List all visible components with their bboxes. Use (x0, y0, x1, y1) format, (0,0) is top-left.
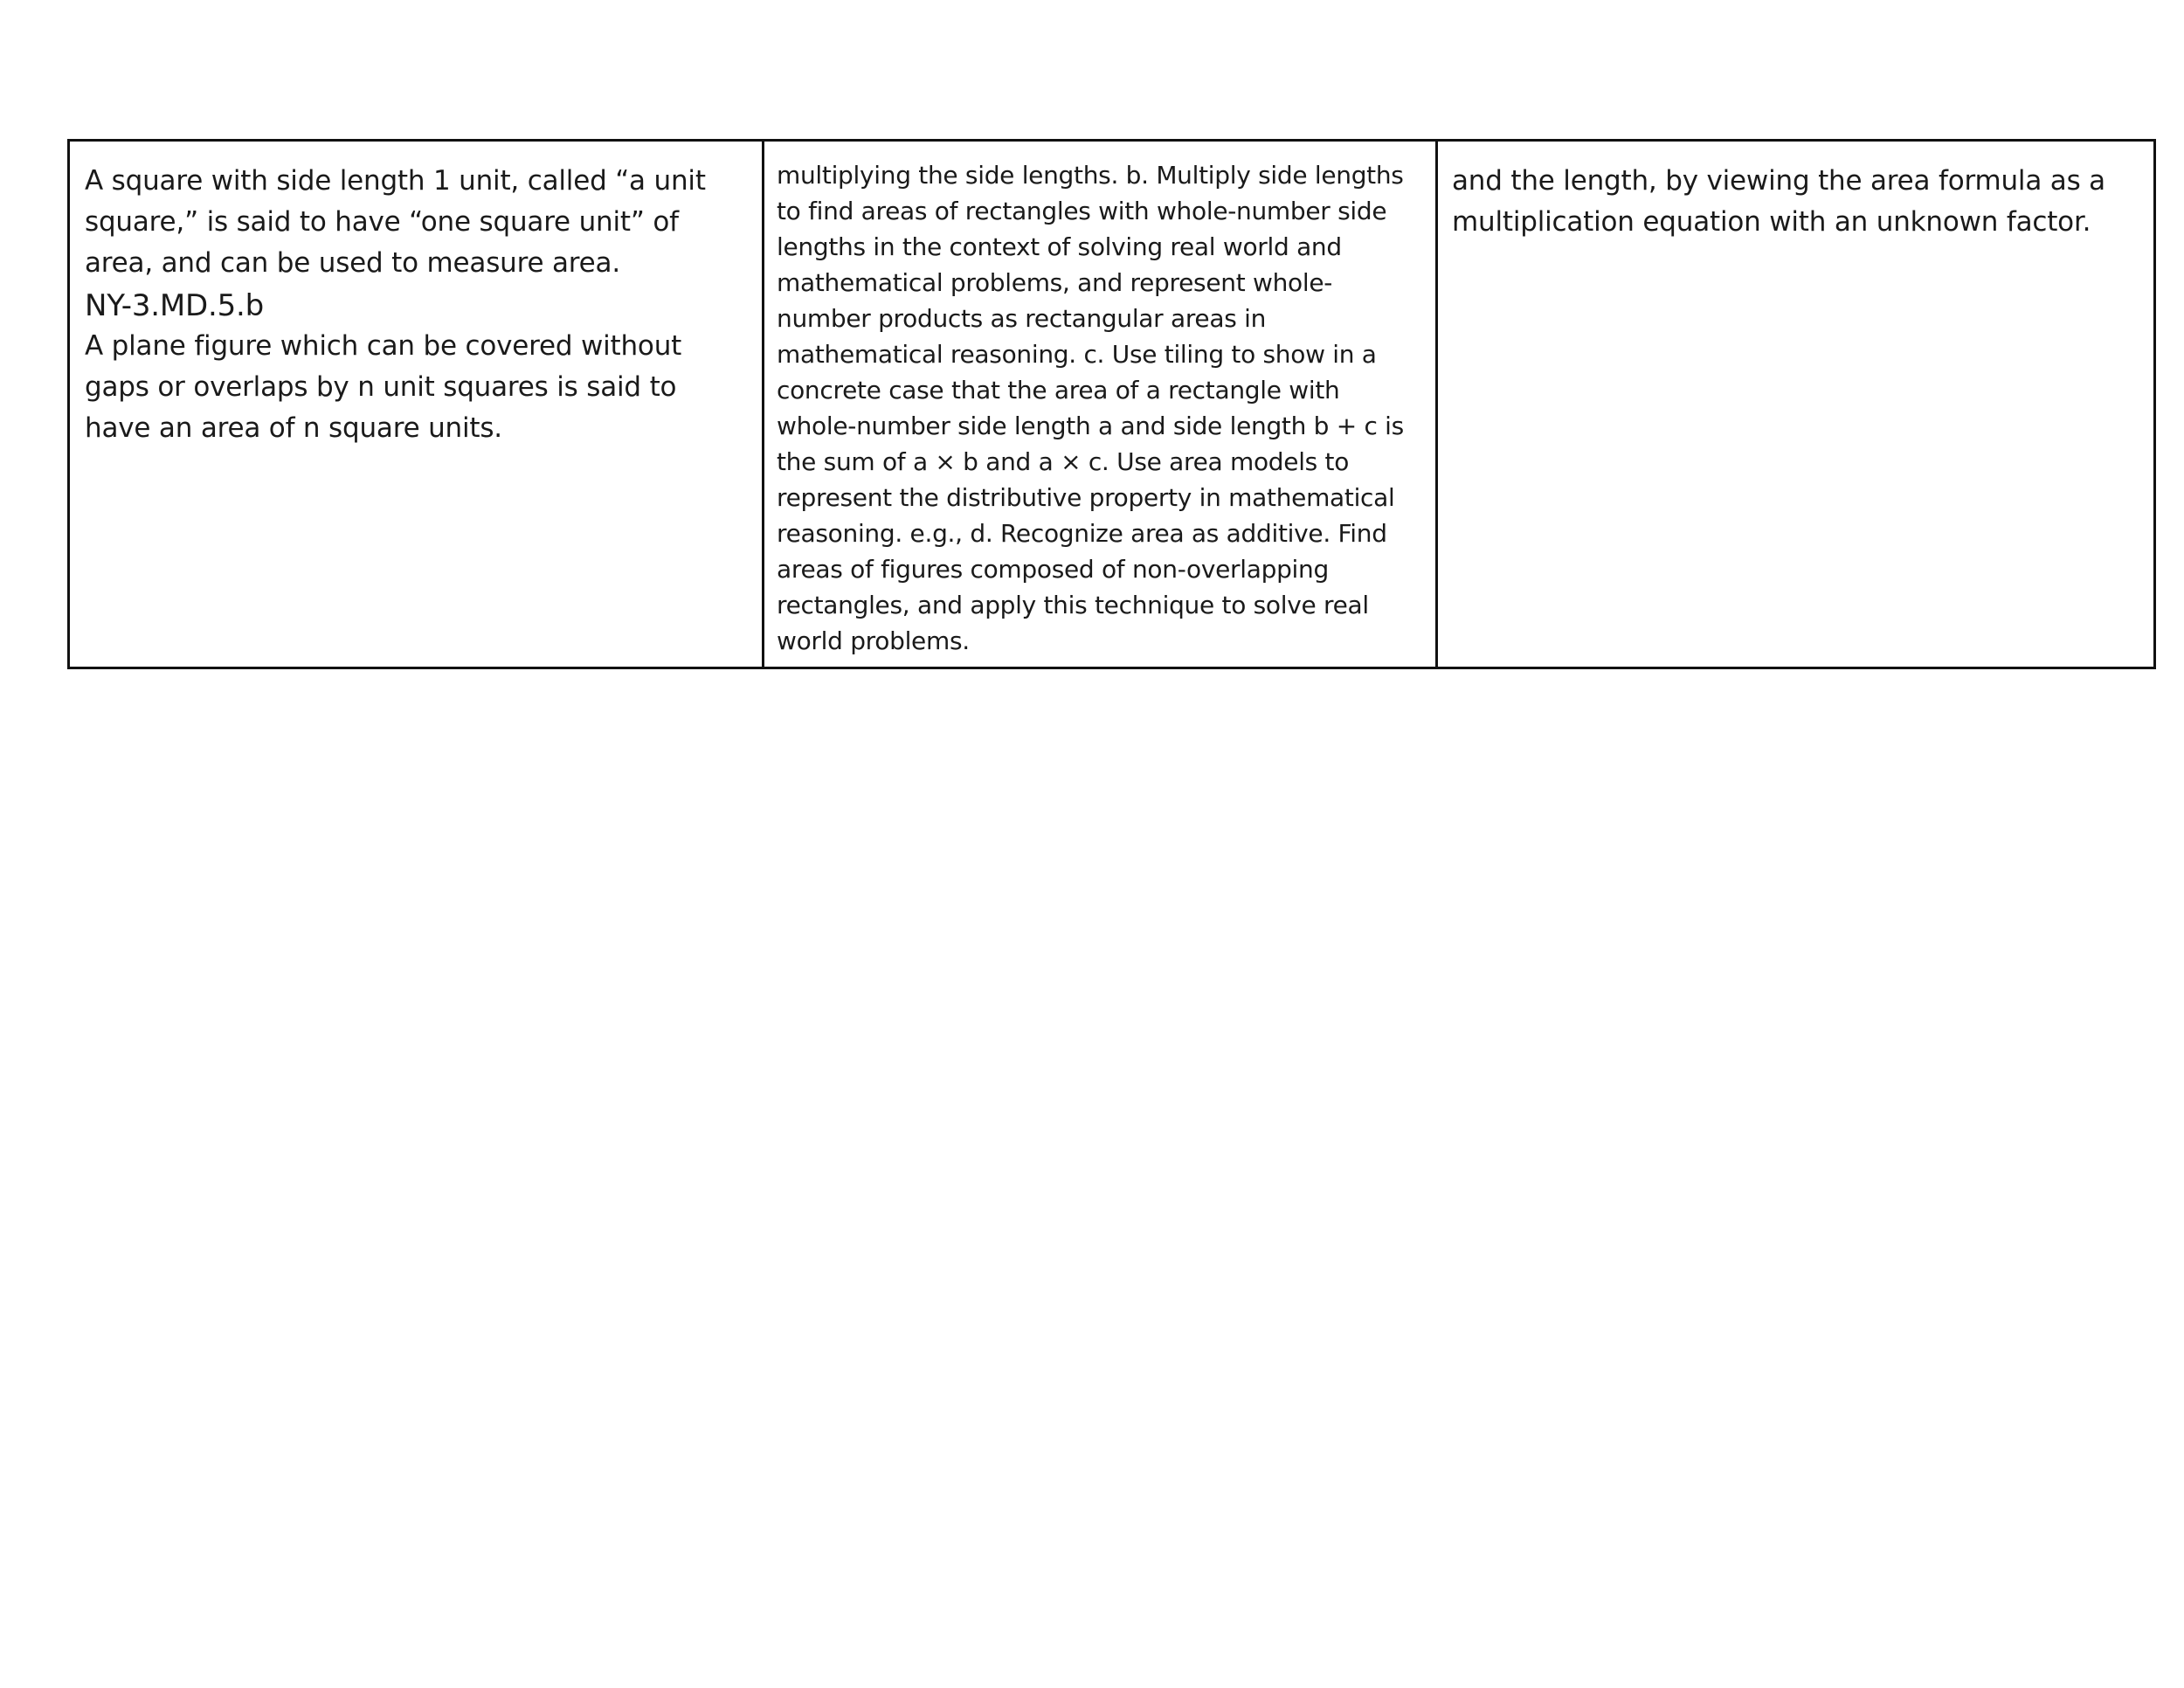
area-multiplication-text: multiplying the side lengths. b. Multiply side lengths to find areas of rectangles with whole-number side lengths in the context of solving real world and mathematical problems, and represent whole-number products as rectangular areas in mathematical reasoning. c. Use tiling to show in a concrete case that the area of a rectangle with whole-number side length a and side length b + c is the sum of a × b and a × c. Use area models to represent the distributive property in mathematical reasoning. e.g., d. Recognize area as additive. Find areas of figures composed of non-overlapping rectangles, and apply this technique to solve real world problems. (777, 161, 1404, 655)
table-cell-standard-details (764, 141, 1437, 668)
table-row (69, 141, 2155, 668)
table-cell-standard-definition (69, 141, 764, 668)
unit-square-definition: A square with side length 1 unit, called “a unit square,” is said to have “one square unit” of area, and can be used to measure area. (85, 165, 706, 279)
area-formula-text: and the length, by viewing the area formula as a multiplication equation with an unknown factor. (1452, 165, 2105, 238)
standards-table (67, 139, 2156, 669)
plane-figure-definition: A plane figure which can be covered without gaps or overlaps by n unit squares is said to have an area of n square units. (85, 330, 682, 444)
standard-code: NY-3.MD.5.b (85, 288, 265, 323)
table-cell-continuation (1437, 141, 2155, 668)
